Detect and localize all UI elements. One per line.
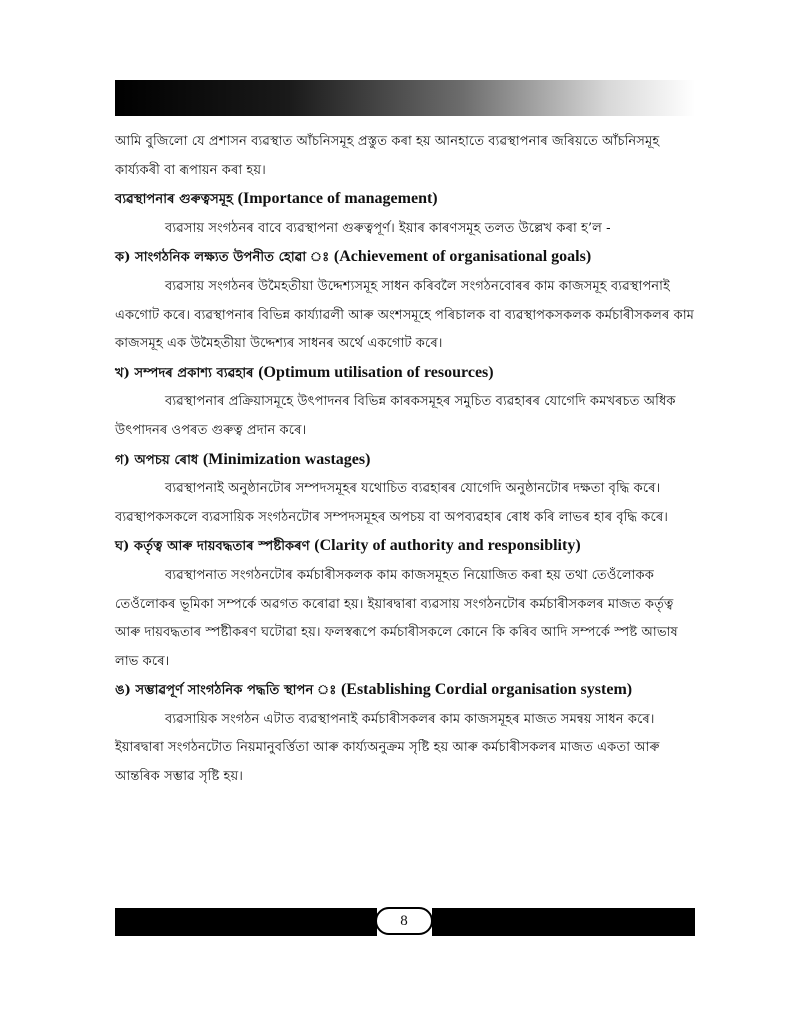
heading-b bbox=[115, 359, 700, 389]
heading-e-as: ঙ) সম্ভাৱপূৰ্ণ সাংগঠনিক পদ্ধতি স্থাপন ঃ bbox=[115, 683, 337, 699]
importance-paragraph: ব্যৱসায় সংগঠনৰ বাবে ব্যৱস্থাপনা গুৰুত্বপূৰ্ণ। ইয়াৰ কাৰণসমূহ তলত উল্লেখ কৰা হ’ল - bbox=[165, 220, 611, 236]
heading-b-as: খ) সম্পদৰ প্ৰকাশ্য ব্যৱহাৰ bbox=[115, 365, 254, 381]
paragraph-d: ব্যৱস্থাপনাত সংগঠনটোৰ কৰ্মচাৰীসকলক কাম কাজসমূহত নিয়োজিত কৰা হয় তথা তেওঁলোকক তেওঁলোকৰ ভূমিকা সম্পৰ্কে অৱগত কৰোৱা হয়। ইয়াৰদ্বাৰা ব্যৱসায় সংগঠনটোৰ কৰ্মচাৰীসকলৰ মাজত কৰ্তৃত্ব আৰু দায়বদ্ধতাৰ স্পষ্টীকৰণ ঘটোৱা হয়। ফলস্বৰূপে কৰ্মচাৰীসকলে কোনে কি কৰিব আদি সম্পৰ্কে স্পষ্ট আভাষ লাভ কৰে। bbox=[115, 567, 678, 669]
heading-a bbox=[115, 243, 700, 273]
heading-importance bbox=[115, 185, 700, 215]
heading-importance-as: ব্যৱস্থাপনাৰ গুৰুত্বসমূহ bbox=[115, 192, 234, 208]
heading-e-en: (Establishing Cordial organisation system) bbox=[340, 681, 633, 699]
intro-paragraph: আমি বুজিলো যে প্ৰশাসন ব্যৱস্থাত আঁচনিসমূহ প্ৰস্তুত কৰা হয় আনহাতে ব্যৱস্থাপনাৰ জৰিয়তে আঁচনিসমূহ কাৰ্য্যকৰী বা ৰূপায়ন কৰা হয়। bbox=[115, 134, 660, 178]
heading-c bbox=[115, 446, 700, 476]
page-body bbox=[115, 128, 700, 792]
paragraph-b: ব্যৱস্থাপনাৰ প্ৰক্ৰিয়াসমূহে উৎপাদনৰ বিভিন্ন কাৰকসমূহৰ সমুচিত ব্যৱহাৰৰ যোগেদি কমখৰচত অধিক উৎপাদনৰ ওপৰত গুৰুত্ব প্ৰদান কৰে। bbox=[115, 394, 676, 438]
footer-bar-left bbox=[115, 908, 377, 936]
paragraph-c: ব্যৱস্থাপনাই অনুষ্ঠানটোৰ সম্পদসমূহৰ যথোচিত ব্যৱহাৰৰ যোগেদি অনুষ্ঠানটোৰ দক্ষতা বৃদ্ধি কৰে। ব্যৱস্থাপকসকলে ব্যৱসায়িক সংগঠনটোৰ সম্পদসমূহৰ অপচয় বা অপব্যৱহাৰ ৰোধ কৰি লাভৰ হাৰ বৃদ্ধি কৰে। bbox=[115, 481, 668, 525]
heading-importance-en: (Importance of management) bbox=[237, 190, 438, 208]
heading-a-en: (Achievement of organisational goals) bbox=[333, 248, 592, 266]
heading-e bbox=[115, 676, 700, 706]
page-number: 8 bbox=[375, 907, 433, 935]
heading-d-as: ঘ) কৰ্তৃত্ব আৰু দায়বদ্ধতাৰ স্পষ্টীকৰণ bbox=[115, 539, 310, 555]
footer-bar-right bbox=[432, 908, 695, 936]
heading-d bbox=[115, 532, 700, 562]
heading-a-as: ক) সাংগঠনিক লক্ষ্যত উপনীত হোৱা ঃ bbox=[115, 250, 330, 266]
heading-c-as: গ) অপচয় ৰোধ bbox=[115, 452, 199, 468]
heading-d-en: (Clarity of authority and responsiblity) bbox=[314, 537, 581, 555]
heading-b-en: (Optimum utilisation of resources) bbox=[258, 363, 494, 381]
heading-c-en: (Minimization wastages) bbox=[202, 450, 371, 468]
paragraph-e: ব্যৱসায়িক সংগঠন এটাত ব্যৱস্থাপনাই কৰ্মচাৰীসকলৰ কাম কাজসমূহৰ মাজত সমন্বয় সাধন কৰে। ইয়াৰদ্বাৰা সংগঠনটোত নিয়মানুবৰ্ত্তিতা আৰু কাৰ্য্যঅনুক্ৰম সৃষ্টি হয় আৰু কৰ্মচাৰীসকলৰ মাজত একতা আৰু আন্তৰিক সম্ভাৱ সৃষ্টি হয়। bbox=[115, 711, 660, 785]
paragraph-a: ব্যৱসায় সংগঠনৰ উমৈহতীয়া উদ্দেশ্যসমূহ সাধন কৰিবলৈ সংগঠনবোৰৰ কাম কাজসমূহ ব্যৱস্থাপনাই একগোট কৰে। ব্যৱস্থাপনাৰ বিভিন্ন কাৰ্য্যাৱলী আৰু অংশসমূহে পৰিচালক বা ব্যৱস্থাপকসকলক কৰ্মচাৰীসকলৰ কাম কাজসমূহ এক উমৈহতীয়া উদ্দেশ্যৰ সাধনৰ অৰ্থে একগোট কৰে। bbox=[115, 278, 694, 352]
header-gradient-bar bbox=[115, 80, 695, 116]
